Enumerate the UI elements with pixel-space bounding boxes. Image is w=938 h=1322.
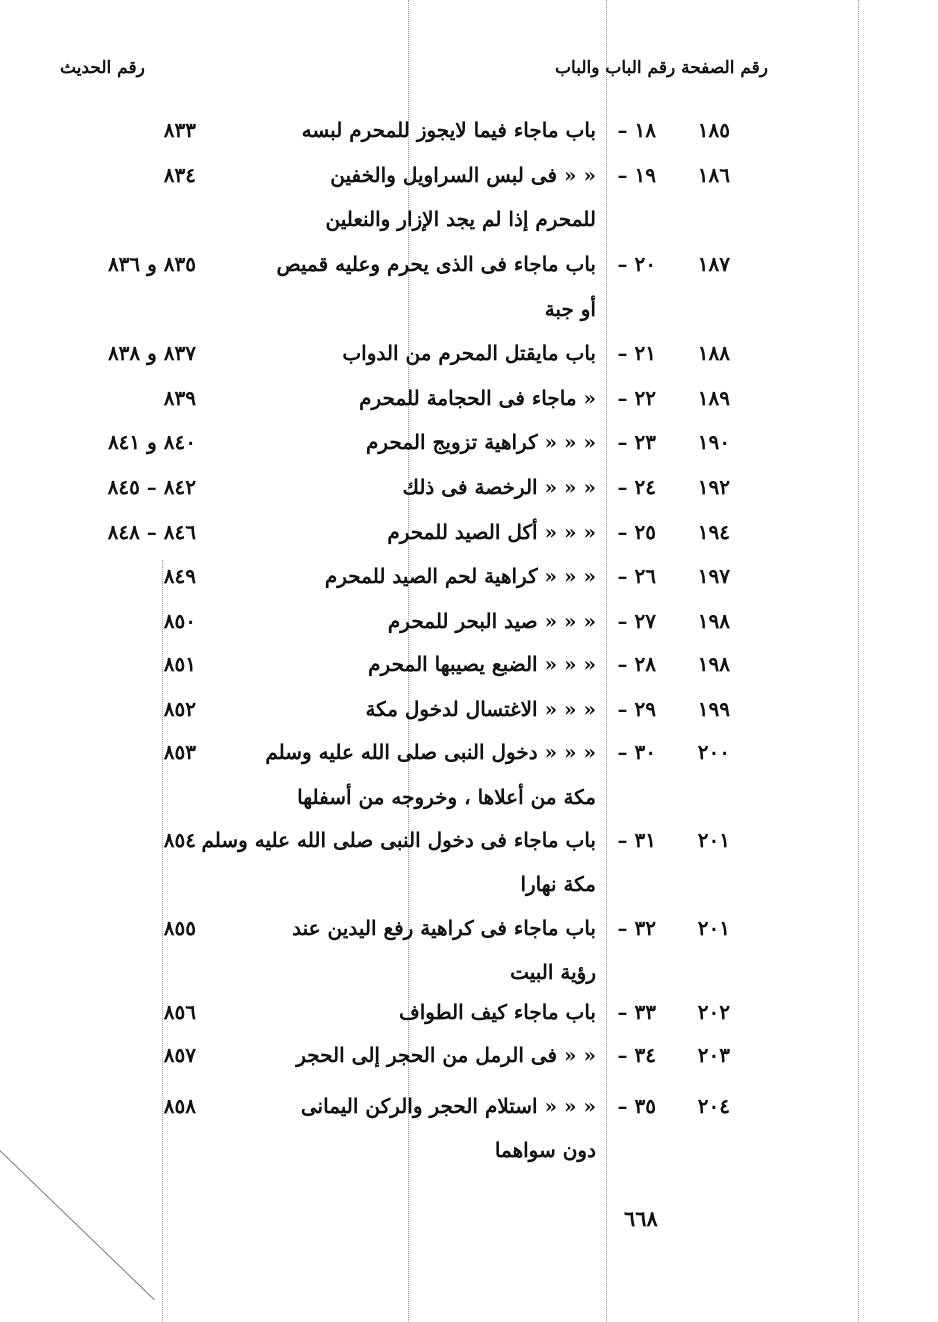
page-number-cell: ٢٠٠ bbox=[697, 740, 730, 764]
hadith-number-cell: ٨٤٢ – ٨٤٥ bbox=[107, 475, 196, 499]
page-number-cell: ١٨٥ bbox=[697, 118, 730, 142]
header-page-chapter-label: رقم الصفحة رقم الباب والباب bbox=[555, 58, 768, 78]
page-number-cell: ١٨٨ bbox=[697, 341, 730, 365]
hadith-number-cell: ٨٥٨ bbox=[163, 1094, 196, 1118]
index-row bbox=[0, 430, 938, 464]
chapter-title-cell: باب ماجاء فيما لايجوز للمحرم لبسه bbox=[301, 118, 596, 142]
chapter-number-cell: ٢٣ – bbox=[617, 430, 656, 454]
page-number-cell: ١٩٩ bbox=[697, 697, 730, 721]
chapter-number-cell: ٣٠ – bbox=[617, 740, 656, 764]
chapter-title-cell: « « « صيد البحر للمحرم bbox=[387, 609, 596, 633]
hadith-number-cell: ٨٣٩ bbox=[163, 386, 196, 410]
index-row bbox=[0, 828, 938, 862]
header-hadith-label: رقم الحديث bbox=[60, 58, 145, 78]
index-row bbox=[0, 1043, 938, 1077]
index-row bbox=[0, 1000, 938, 1034]
page-number-cell: ١٩٢ bbox=[697, 475, 730, 499]
chapter-number-cell: ٢٨ – bbox=[617, 652, 656, 676]
chapter-number-cell: ٢١ – bbox=[617, 341, 656, 365]
index-row bbox=[0, 252, 938, 286]
page-number-cell: ٢٠٤ bbox=[697, 1094, 730, 1118]
chapter-number-cell: ٢٢ – bbox=[617, 386, 656, 410]
chapter-number-cell: ٢٠ – bbox=[617, 252, 656, 276]
index-row bbox=[0, 740, 938, 774]
hadith-number-cell: ٨٤٠ و ٨٤١ bbox=[107, 430, 196, 454]
chapter-title-cell: « « « الاغتسال لدخول مكة bbox=[365, 697, 596, 721]
chapter-title-cell: مكة من أعلاها ، وخروجه من أسفلها bbox=[297, 785, 596, 809]
index-row-continuation bbox=[0, 872, 938, 906]
page-number-cell: ١٩٨ bbox=[697, 609, 730, 633]
chapter-title-cell: « « « كراهية لحم الصيد للمحرم bbox=[324, 564, 596, 588]
index-row bbox=[0, 652, 938, 686]
hadith-number-cell: ٨٥٤ bbox=[163, 828, 196, 852]
hadith-number-cell: ٨٥٧ bbox=[163, 1043, 196, 1067]
chapter-number-cell: ٢٤ – bbox=[617, 475, 656, 499]
index-row bbox=[0, 564, 938, 598]
chapter-number-cell: ٢٥ – bbox=[617, 520, 656, 544]
chapter-title-cell: دون سواهما bbox=[494, 1138, 596, 1162]
hadith-number-cell: ٨٥٦ bbox=[163, 1000, 196, 1024]
index-row bbox=[0, 609, 938, 643]
hadith-number-cell: ٨٥٠ bbox=[163, 609, 196, 633]
hadith-number-cell: ٨٤٩ bbox=[163, 564, 196, 588]
hadith-number-cell: ٨٥٣ bbox=[163, 740, 196, 764]
index-row-continuation bbox=[0, 207, 938, 241]
page-number-cell: ٢٠٢ bbox=[697, 1000, 730, 1024]
page-number-cell: ١٨٩ bbox=[697, 386, 730, 410]
chapter-title-cell: « ماجاء فى الحجامة للمحرم bbox=[359, 386, 596, 410]
chapter-number-cell: ٣٢ – bbox=[617, 916, 656, 940]
hadith-number-cell: ٨٣٤ bbox=[163, 163, 196, 187]
index-row-continuation bbox=[0, 297, 938, 331]
page-number-cell: ١٨٦ bbox=[697, 163, 730, 187]
chapter-title-cell: رؤية البيت bbox=[510, 960, 596, 984]
chapter-number-cell: ٢٩ – bbox=[617, 697, 656, 721]
index-row bbox=[0, 341, 938, 375]
chapter-title-cell: « « فى لبس السراويل والخفين bbox=[330, 163, 596, 187]
index-row bbox=[0, 386, 938, 420]
page-number-cell: ١٩٨ bbox=[697, 652, 730, 676]
page-number-cell: ٢٠١ bbox=[697, 828, 730, 852]
chapter-title-cell: « « « دخول النبى صلى الله عليه وسلم bbox=[265, 740, 596, 764]
index-row bbox=[0, 163, 938, 197]
chapter-number-cell: ٢٧ – bbox=[617, 609, 656, 633]
chapter-title-cell: « « « الرخصة فى ذلك bbox=[402, 475, 596, 499]
hadith-number-cell: ٨٤٦ – ٨٤٨ bbox=[107, 520, 196, 544]
index-row bbox=[0, 916, 938, 950]
index-row bbox=[0, 1094, 938, 1128]
chapter-title-cell: مكة نهارا bbox=[520, 872, 596, 896]
index-row-continuation bbox=[0, 960, 938, 994]
page-number: ٦٦٨ bbox=[624, 1206, 658, 1231]
chapter-number-cell: ١٨ – bbox=[617, 118, 656, 142]
chapter-number-cell: ٢٦ – bbox=[617, 564, 656, 588]
index-row bbox=[0, 118, 938, 152]
chapter-title-cell: « « « استلام الحجر والركن اليمانى bbox=[300, 1094, 596, 1118]
chapter-title-cell: باب ماجاء فى دخول النبى صلى الله عليه وسلم bbox=[201, 828, 596, 852]
chapter-title-cell: باب مايقتل المحرم من الدواب bbox=[342, 341, 596, 365]
index-row bbox=[0, 475, 938, 509]
hadith-number-cell: ٨٣٣ bbox=[163, 118, 196, 142]
page-number-cell: ٢٠١ bbox=[697, 916, 730, 940]
scan-artifact-diagonal bbox=[0, 1150, 155, 1300]
page-number-cell: ١٩٤ bbox=[697, 520, 730, 544]
chapter-title-cell: « « « الضبع يصيبها المحرم bbox=[368, 652, 596, 676]
page-number-cell: ١٩٧ bbox=[697, 564, 730, 588]
chapter-title-cell: باب ماجاء فى كراهية رفع اليدين عند bbox=[292, 916, 596, 940]
chapter-title-cell: « « « كراهية تزويج المحرم bbox=[365, 430, 596, 454]
index-row-continuation bbox=[0, 1138, 938, 1172]
page-number-cell: ٢٠٣ bbox=[697, 1043, 730, 1067]
hadith-number-cell: ٨٥١ bbox=[163, 652, 196, 676]
chapter-number-cell: ٣٣ – bbox=[617, 1000, 656, 1024]
hadith-number-cell: ٨٣٧ و ٨٣٨ bbox=[107, 341, 196, 365]
chapter-title-cell: باب ماجاء فى الذى يحرم وعليه قميص bbox=[276, 252, 596, 276]
hadith-number-cell: ٨٣٥ و ٨٣٦ bbox=[107, 252, 196, 276]
page-number-cell: ١٨٧ bbox=[697, 252, 730, 276]
hadith-number-cell: ٨٥٥ bbox=[163, 916, 196, 940]
index-row bbox=[0, 697, 938, 731]
page-number-cell: ١٩٠ bbox=[697, 430, 730, 454]
index-row-continuation bbox=[0, 785, 938, 819]
chapter-title-cell: باب ماجاء كيف الطواف bbox=[399, 1000, 596, 1024]
chapter-number-cell: ٣٥ – bbox=[617, 1094, 656, 1118]
chapter-number-cell: ٣١ – bbox=[617, 828, 656, 852]
chapter-title-cell: « « فى الرمل من الحجر إلى الحجر bbox=[296, 1043, 596, 1067]
index-row bbox=[0, 520, 938, 554]
chapter-title-cell: للمحرم إذا لم يجد الإزار والنعلين bbox=[325, 207, 596, 231]
chapter-title-cell: أو جبة bbox=[544, 297, 596, 321]
hadith-number-cell: ٨٥٢ bbox=[163, 697, 196, 721]
chapter-number-cell: ٣٤ – bbox=[617, 1043, 656, 1067]
chapter-title-cell: « « « أكل الصيد للمحرم bbox=[387, 520, 596, 544]
chapter-number-cell: ١٩ – bbox=[617, 163, 656, 187]
